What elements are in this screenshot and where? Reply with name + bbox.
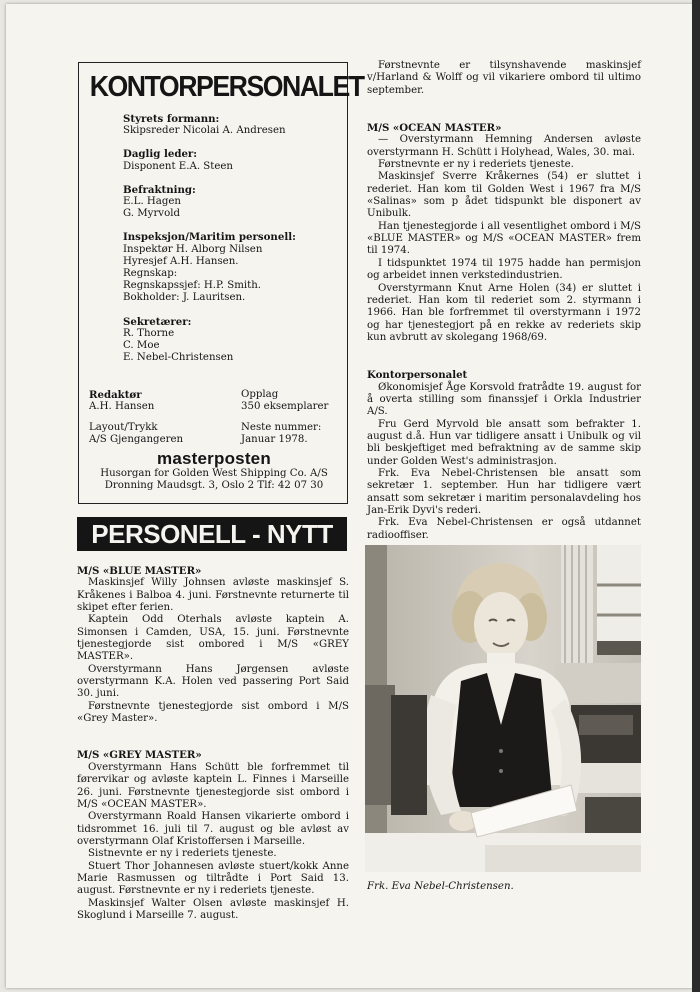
paragraph: Overstyrmann Roald Hansen vikarierte ombord i tidsrommet 16. juli til 7. august og ble avløst av overstyrmann Olaf Kristoffersen i Marseille. [77, 811, 349, 847]
next-issue-value: Januar 1978. [241, 434, 308, 446]
paragraph: Kaptein Odd Oterhals avløste kaptein A. Simonsen i Camden, USA, 15. juni. Førstnevnte tjenestegjorde sist ombored i M/S «GREY MASTER». [77, 614, 349, 663]
paragraph: Fru Gerd Myrvold ble ansatt som befrakter 1. august d.å. Hun var tidligere ansatt i Unibulk og vil bli beskjeftiget med befraktning av de samme skip under Golden West's administrasjon. [367, 418, 641, 467]
paragraph: Førstnevnte er tilsynshavende maskinsjef v/Harland & Wolff og vil vikariere ombord til ultimo september. [367, 60, 641, 96]
paragraph: Overstyrmann Hans Schütt ble forfremmet til førervikar og avløste kaptein L. Finnes i Marseille 26. juni. Førstnevnte tjenestegjorde sist ombord i M/S «OCEAN MASTER». [77, 761, 349, 810]
print-run-value: 350 eksemplarer [241, 401, 329, 413]
staff-group-heading: Daglig leder: [123, 148, 198, 161]
next-issue-label: Neste nummer: [241, 421, 322, 433]
right-column [367, 60, 641, 542]
staff-line: Hyresjef A.H. Hansen. [123, 255, 239, 267]
staff-list [123, 113, 296, 375]
portrait-photo [365, 545, 641, 872]
paragraph: — Overstyrmann Hemning Andersen avløste overstyrmann H. Schütt i Holyhead, Wales, 30. mai. [367, 134, 641, 158]
paragraph: Frk. Eva Nebel-Christensen ble ansatt som sekretær 1. september. Hun har tidligere vært ansatt som sekretær i maritim personalavdeling hos Jan-Erik Dyvi's rederi. [367, 467, 641, 516]
portrait-illustration [365, 545, 641, 872]
paragraph: Økonomisjef Åge Korsvold fratrådte 19. august for å overta stilling som finanssjef i Orkla Industrier A/S. [367, 381, 641, 418]
paragraph: Stuert Thor Johannesen avløste stuert/kokk Anne Marie Rasmussen og tiltrådte i Port Said 13. august. Førstnevnte er ny i rederiets tjeneste. [77, 860, 349, 897]
address-line: Dronning Maudsgt. 3, Oslo 2 Tlf: 42 07 30 [104, 480, 324, 492]
paragraph: Maskinsjef Walter Olsen avløste maskinsjef H. Skoglund i Marseille 7. august. [77, 897, 349, 921]
section-heading-ocean-master: M/S «OCEAN MASTER» [367, 122, 502, 135]
editor-name: A.H. Hansen [89, 401, 155, 413]
colophon [89, 389, 339, 493]
staff-line: G. Myrvold [123, 208, 180, 220]
staff-group-board [123, 113, 296, 137]
staff-group-chartering [123, 184, 296, 221]
print-run-label: Opplag [241, 389, 279, 400]
staff-line: Bokholder: J. Lauritsen. [123, 292, 246, 304]
section-banner: PERSONELL - NYTT [77, 517, 347, 551]
staff-title: KONTORPERSONALET [89, 71, 364, 103]
staff-group-heading: Inspeksjon/Maritim personell: [123, 231, 296, 244]
staff-line: Inspektør H. Alborg Nilsen [123, 243, 263, 255]
paragraph: Maskinsjef Sverre Kråkernes (54) er sluttet i rederiet. Han kom til Golden West i 1967 fra M/S «Salinas» som p ådet tidspunkt ble disponert av Unibulk. [367, 171, 641, 220]
paragraph: Overstyrmann Knut Arne Holen (34) er sluttet i rederiet. Han kom til rederiet som 2. styrmann i 1966. Han ble forfremmet til overstyrmann i 1972 og har tjenestegjort på en rekke av rederiets skip kun avbrutt av skolegang 1968/69. [367, 282, 641, 343]
section-heading-blue-master: M/S «BLUE MASTER» [77, 565, 202, 577]
staff-group-heading: Sekretærer: [123, 315, 192, 328]
section-heading-office-staff: Kontorpersonalet [367, 369, 468, 382]
masterposten-logo: masterposten [157, 448, 271, 468]
staff-line: Regnskapssjef: H.P. Smith. [123, 280, 262, 292]
colophon-row-layout [89, 422, 339, 447]
paragraph: Førstnevnte er ny i rederiets tjeneste. [378, 159, 574, 171]
paragraph: Han tjenestegjorde i all vesentlighet ombord i M/S «BLUE MASTER» og M/S «OCEAN MASTER» frem til 1974. [367, 220, 641, 257]
page-edge-shadow [692, 0, 700, 992]
staff-group-heading: Styrets formann: [123, 113, 220, 125]
staff-line: Disponent E.A. Steen [123, 160, 233, 172]
layout-label: Layout/Trykk [89, 421, 158, 433]
paragraph: Overstyrmann Hans Jørgensen avløste overstyrmann K.A. Holen ved passering Port Said 30. juni. [77, 663, 349, 700]
colophon-row-editor [89, 389, 339, 414]
staff-group-heading: Befraktning: [123, 183, 196, 196]
left-column [77, 565, 349, 922]
paragraph: Maskinsjef Willy Johnsen avløste maskinsjef S. Kråkenes i Balboa 4. juni. Førstnevnte returnerte til skipet efter ferien. [77, 577, 349, 614]
paragraph: Førstnevnte tjenestegjorde sist ombord i M/S «Grey Master». [77, 700, 349, 725]
staff-line: Regnskap: [123, 268, 178, 280]
layout-value: A/S Gjengangeren [89, 434, 184, 446]
publisher-line: Husorgan for Golden West Shipping Co. A/S [100, 468, 328, 480]
staff-line: E. Nebel-Christensen [123, 352, 234, 364]
editor-heading: Redaktør [89, 389, 142, 401]
staff-line: E.L. Hagen [123, 196, 181, 208]
photo-caption: Frk. Eva Nebel-Christensen. [367, 881, 514, 892]
paragraph: Sistnevnte er ny i rederiets tjeneste. [88, 848, 277, 860]
staff-group-manager [123, 148, 296, 172]
staff-line: R. Thorne [123, 327, 175, 339]
staff-group-inspection [123, 231, 296, 304]
staff-line: Skipsreder Nicolai A. Andresen [123, 125, 286, 137]
staff-group-secretaries [123, 316, 296, 365]
paragraph: I tidspunktet 1974 til 1975 hadde han permisjon og arbeidet innen verkstedindustrien. [367, 257, 641, 282]
staff-line: C. Moe [123, 340, 160, 352]
staff-box [78, 62, 364, 504]
section-heading-grey-master: M/S «GREY MASTER» [77, 749, 202, 762]
paragraph: Frk. Eva Nebel-Christensen er også utdannet radiooffiser. [367, 517, 641, 541]
